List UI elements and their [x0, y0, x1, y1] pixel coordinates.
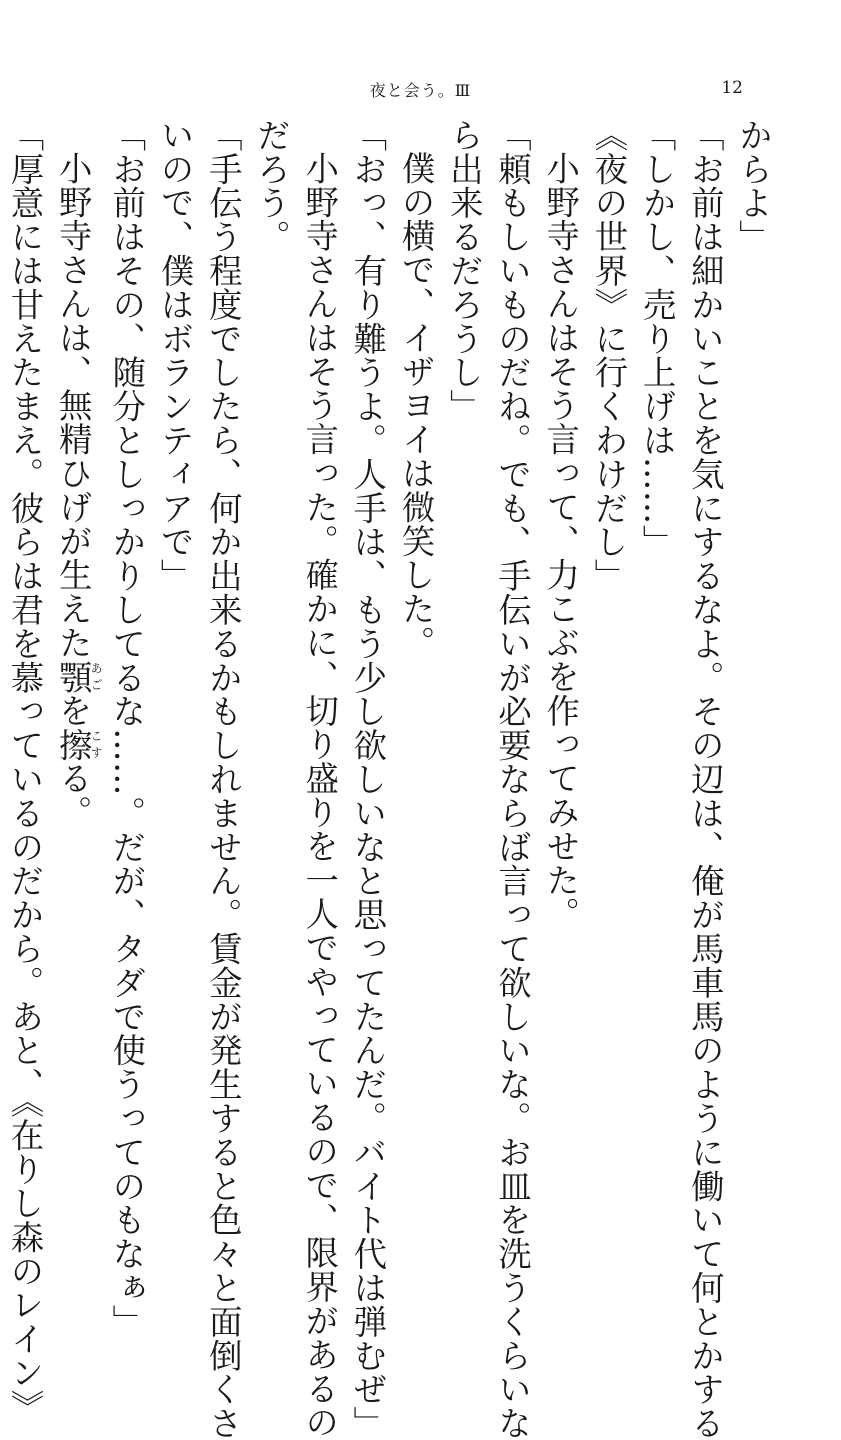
text-line: 「お前はその、随分としっかりしてるな……。だが、タダで使うってのもなぁ」 [102, 118, 150, 1118]
text-line: 「厚意には甘えたまえ。彼らは君を慕っているのだから。あと、《在りし森のレイン》 [0, 118, 48, 1118]
ruby-ago [54, 660, 93, 694]
text-line: いので、僕はボランティアで」 [150, 118, 198, 1118]
ruby-base: 顎 [54, 660, 93, 694]
text-segment: 小野寺さんは、無精ひげが生えた [54, 151, 93, 660]
text-line: 「頼もしいものだね。でも、手伝いが必要ならば言って欲しいな。お皿を洗うくらいな [488, 118, 536, 1118]
text-line: からよ」 [729, 118, 777, 1118]
text-line: 「おっ、有り難うよ。人手は、もう少し欲しいなと思ってたんだ。バイト代は弾むぜ」 [343, 118, 391, 1118]
text-segment: る。 [54, 762, 93, 830]
ruby-reading: こす [89, 728, 103, 762]
text-line: 「しかし、売り上げは……」 [632, 118, 680, 1118]
text-line: ら出来るだろうし」 [440, 118, 488, 1118]
page-number: 12 [721, 78, 743, 98]
text-line: 「手伝う程度でしたら、何か出来るかもしれません。賃金が発生すると色々と面倒くさ [199, 118, 247, 1118]
running-header-title: 夜と会う。Ⅲ [0, 78, 841, 101]
ruby-reading: あご [89, 660, 103, 694]
text-line: 《夜の世界》に行くわけだし」 [584, 118, 632, 1118]
text-line: 小野寺さんはそう言って、力こぶを作ってみせた。 [536, 118, 584, 1118]
ruby-kosu [54, 728, 93, 762]
text-line: 僕の横で、イザヨイは微笑した。 [391, 118, 439, 1118]
text-segment: を [54, 694, 93, 728]
text-line: 「お前は細かいことを気にするなよ。その辺は、俺が馬車馬のように働いて何とかする [681, 118, 729, 1118]
ruby-base: 擦 [54, 728, 93, 762]
vertical-body-text [97, 118, 777, 1118]
text-line-with-ruby [48, 118, 102, 1118]
text-line: 小野寺さんはそう言った。確かに、切り盛りを一人でやっているので、限界があるの [295, 118, 343, 1118]
text-line: だろう。 [247, 118, 295, 1118]
